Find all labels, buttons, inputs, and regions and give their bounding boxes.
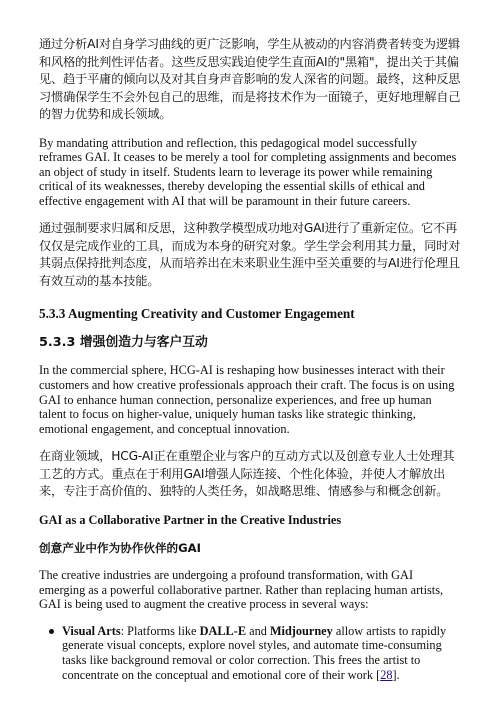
paragraph-commercial-en: In the commercial sphere, HCG-AI is reshaping how businesses interact with their customers and how creative professionals approach their craft. The focus is on using GAI to enhance human connection, personalize experiences, and free up human talent to focus on higher-value, uniquely human tasks like strategic thinking, emotional engagement, and conceptual innovation. [39,363,455,436]
paragraph-reframing-en: By mandating attribution and reflection, this pedagogical model successfully reframes GAI. It ceases to be merely a tool for completing assignments and becomes an object of study in itself. Students learn to leverage its power while remaining critical of its weaknesses, thereby developing the essential skills of ethical and effective engagement with AI that will be paramount in their future careers. [39,135,457,208]
ref-open: [ [376,667,381,682]
document-page [39,36,461,682]
tool-dalle: DALL-E [199,623,247,638]
ref-close: ]. [392,667,400,682]
bullet-dot-icon [49,629,54,634]
visual-arts-text: allow artists to rapidly generate visual concepts, explore novel styles, and automate time-consuming tasks like background removal or color correction. This frees the artist to concentrate on the conceptual and emotional core of their work [62,623,447,682]
section-heading-zh: 5.3.3 增强创造力与客户互动 [39,335,208,351]
section-heading-en: 5.3.3 Augmenting Creativity and Customer Engagement [39,306,355,322]
list-item-visual-arts [39,624,461,682]
visual-arts-label: Visual Arts [62,623,121,638]
citation-link-28[interactable]: 28 [380,667,393,682]
visual-arts-sep: : Platforms like [120,623,200,638]
paragraph-reframing-zh: 通过强制要求归属和反思，这种教学模型成功地对GAI进行了重新定位。它不再仅仅是完成作业的工具，而成为本身的研究对象。学生学会利用其力量，同时对其弱点保持批判态度，从而培养出在未来职业生涯中至关重要的与AI进行伦理且有效互动的基本技能。 [39,221,461,288]
tool-conjunction: and [246,623,270,638]
subheading-creative-zh: 创意产业中作为协作伙伴的GAI [39,540,201,555]
paragraph-creative-intro-en: The creative industries are undergoing a profound transformation, with GAI emerging as a powerful collaborative partner. Rather than replacing human artists, GAI is being used to augment the creative process in several ways: [39,567,444,612]
subheading-creative-en: GAI as a Collaborative Partner in the Creative Industries [39,512,342,527]
creative-uses-list [39,624,461,682]
tool-midjourney: Midjourney [269,623,333,638]
paragraph-reflection-zh: 通过分析AI对自身学习曲线的更广泛影响，学生从被动的内容消费者转变为逻辑和风格的批判性评估者。这些反思实践迫使学生直面AI的"黑箱"，提出关于其偏见、趋于平庸的倾向以及对其自身声音影响的发人深省的问题。最终，这种反思习惯确保学生不会外包自己的思维，而是将技术作为一面镜子，更好地理解自己的智力优势和成长领域。 [39,37,461,121]
paragraph-commercial-zh: 在商业领域，HCG-AI正在重塑企业与客户的互动方式以及创意专业人士处理其工艺的方式。重点在于利用GAI增强人际连接、个性化体验，并使人才解放出来，专注于高价值的、独特的人类任务，如战略思维、情感参与和概念创新。 [39,449,455,499]
